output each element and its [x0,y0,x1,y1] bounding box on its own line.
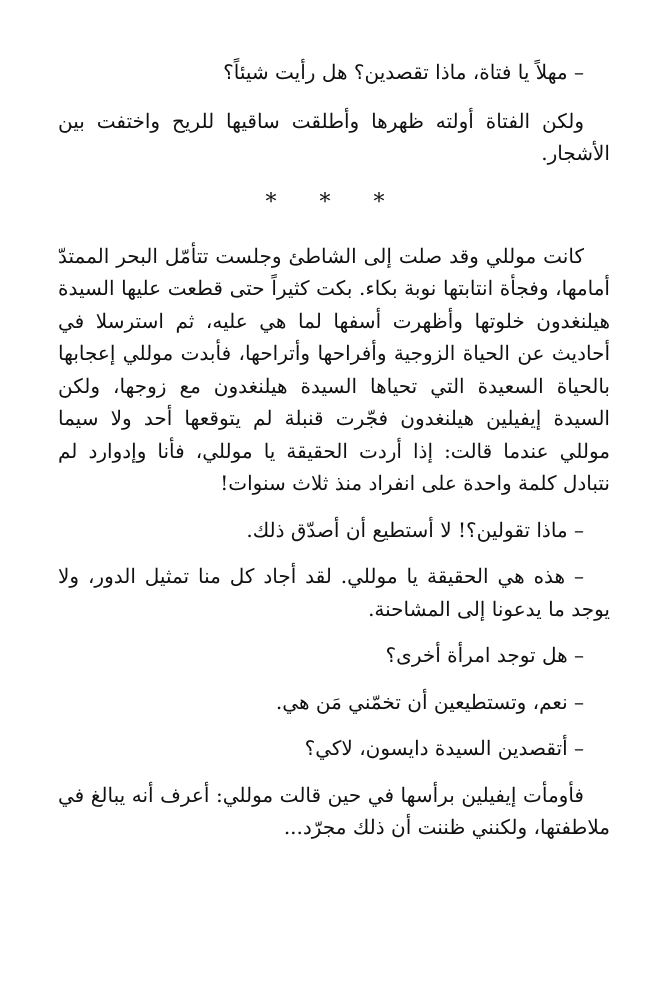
dialogue-line: – أتقصدين السيدة دايسون، لاكي؟ [304,736,584,760]
book-page [58,56,610,844]
dialogue-line: – نعم، وتستطيعين أن تخمّني مَن هي. [275,689,584,714]
dialogue-line: – هذه هي الحقيقة يا موللي. لقد أجاد كل منا تمثيل الدور، ولا يوجد ما يدعونا إلى المشاحنة. [58,564,610,621]
dialogue-line: – ماذا تقولين؟! لا أستطيع أن أصدّق ذلك. [246,517,584,542]
narrative-paragraph: ولكن الفتاة أولته ظهرها وأطلقت ساقيها للريح واختفت بين الأشجار. [58,108,610,165]
narrative-paragraph: كانت موللي وقد صلت إلى الشاطئ وجلست تتأمّل البحر الممتدّ أمامها، وفجأة انتابتها نوبة بكاء. بكت كثيراً حتى قطعت عليها السيدة هيلنغدون خلوتها وأظهرت أسفها لما هي عليه، ثم استرسلا في أحاديث عن الحياة الزوجية وأفراحها وأتراحها، فأبدت موللي إعجابها بالحياة السعيدة التي تحياها السيدة هيلنغدون مع زوجها، ولكن السيدة إيفيلين هيلنغدون فجّرت قنبلة لم يتوقعها أحد ولا سيما موللي عندما قالت: إذا أردت الحقيقة يا موللي، فأنا وإدوارد لم نتبادل كلمة واحدة على انفراد منذ ثلاث سنوات! [58,243,610,495]
section-separator: * * * [265,189,403,215]
dialogue-line: – مهلاً يا فتاة، ماذا تقصدين؟ هل رأيت شيئاً؟ [223,60,584,84]
narrative-paragraph: فأومأت إيفيلين برأسها في حين قالت موللي: أعرف أنه يبالغ في ملاطفتها، ولكنني ظننت أن ذلك مجرّد... [58,782,610,839]
dialogue-line: – هل توجد امرأة أخرى؟ [385,643,584,667]
